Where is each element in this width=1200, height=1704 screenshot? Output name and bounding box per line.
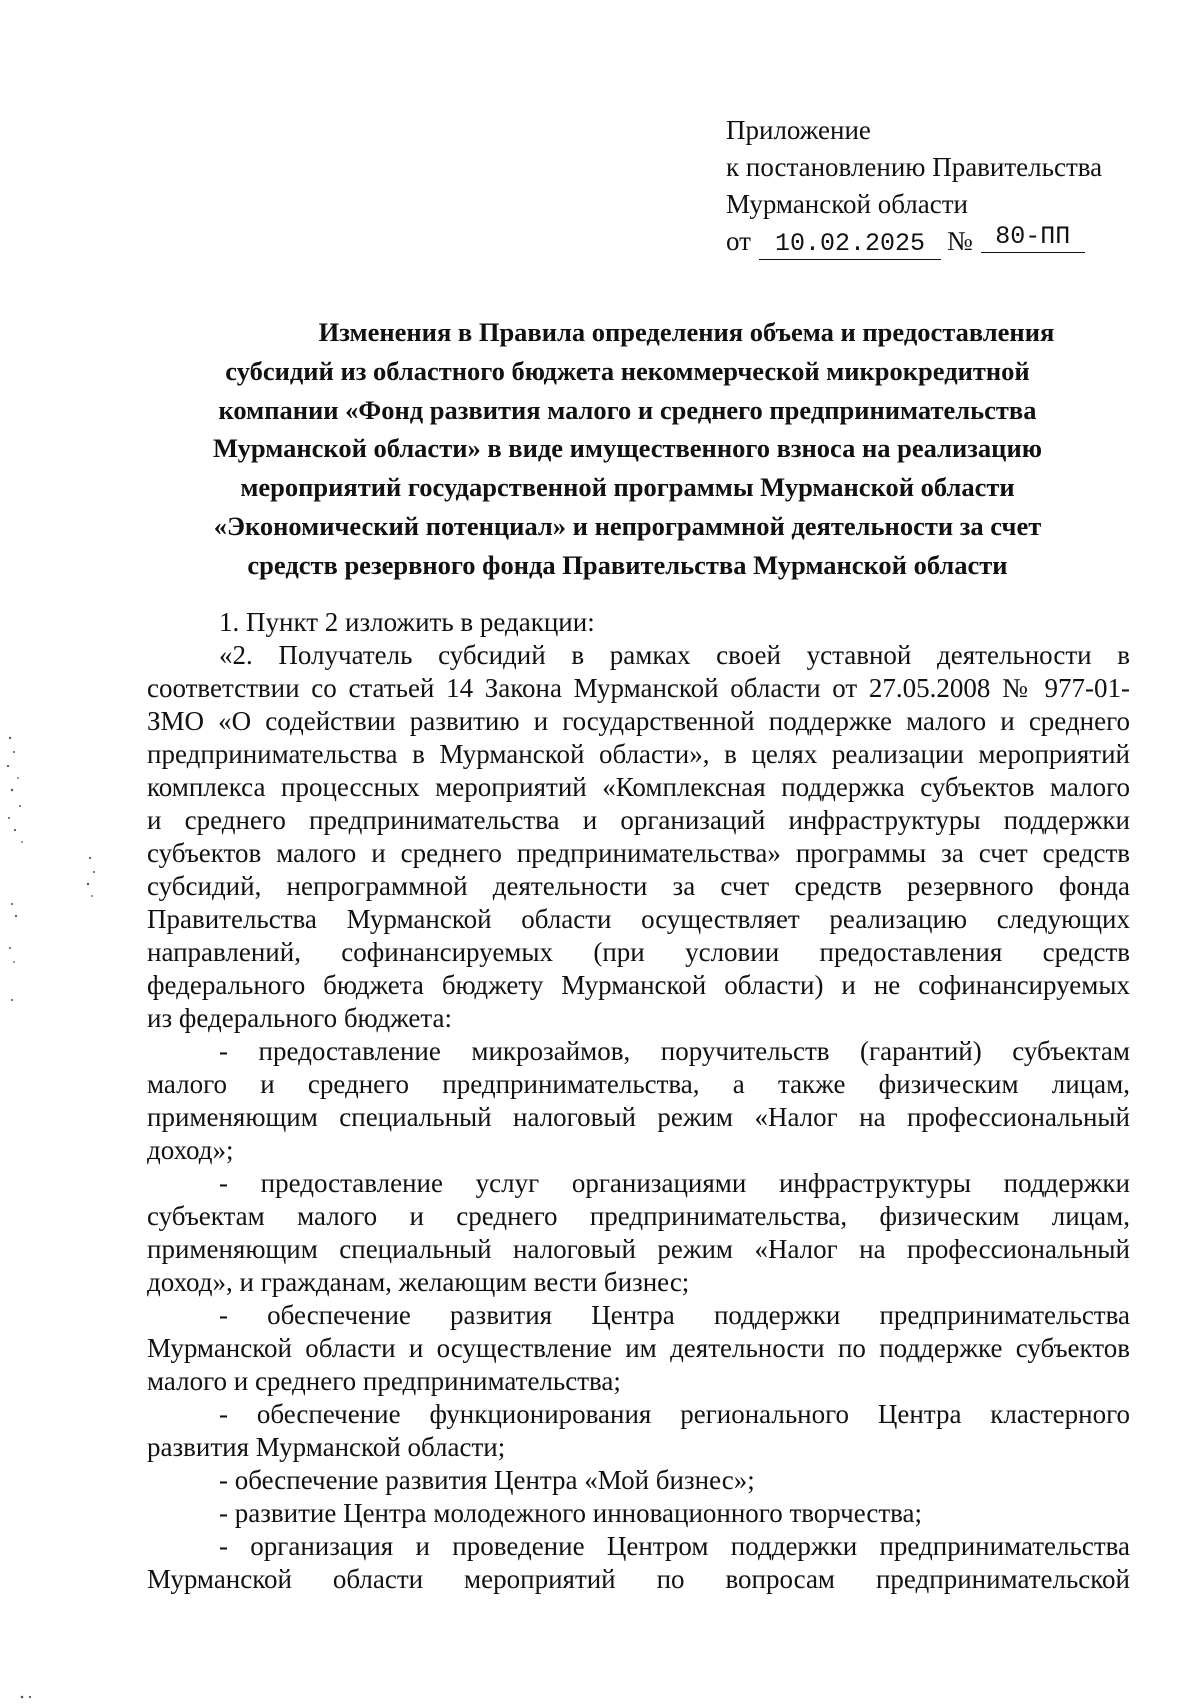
text-line: Правительства Мурманской области осуществляет реализацию следующих	[147, 904, 1130, 934]
amendment-intro: 1. Пункт 2 изложить в редакции:	[219, 607, 595, 637]
number-label: №	[946, 226, 973, 256]
document-title	[160, 313, 1095, 585]
title-line: мероприятий государственной программы Мурманской области	[240, 472, 1015, 503]
list-item-infrastructure-services	[147, 1167, 1130, 1299]
text-line: - предоставление микрозаймов, поручительств (гарантий) субъектам	[219, 1036, 1130, 1066]
text-line: субъектов малого и среднего предпринимательства» программы за счет средств	[147, 838, 1130, 868]
annex-date-number-line	[726, 223, 1102, 260]
text-line: ЗМО «О содействии развитию и государственной поддержке малого и среднего	[147, 706, 1130, 736]
text-line: малого и среднего предпринимательства;	[147, 1366, 621, 1396]
annex-title: Приложение	[726, 115, 871, 145]
text-line: - обеспечение функционирования регионального Центра кластерного	[219, 1399, 1130, 1429]
list-item-cluster-center	[147, 1398, 1130, 1464]
paragraph-2	[147, 639, 1130, 1035]
from-label: от	[726, 226, 751, 256]
text-line: - обеспечение развития Центра поддержки предпринимательства	[219, 1300, 1130, 1330]
annex-region: Мурманской области	[726, 189, 968, 219]
scan-margin-specks	[0, 0, 110, 1704]
text-line: применяющим специальный налоговый режим «Налог на профессиональный	[147, 1234, 1130, 1264]
resolution-date: 10.02.2025	[759, 229, 941, 260]
text-line: применяющим специальный налоговый режим «Налог на профессиональный	[147, 1102, 1130, 1132]
text-line: предпринимательства в Мурманской области», в целях реализации мероприятий	[147, 739, 1130, 769]
text-line: и среднего предпринимательства и организаций инфраструктуры поддержки	[147, 805, 1130, 835]
title-line: «Экономический потенциал» и непрограммной деятельности за счет	[213, 510, 1042, 541]
text-line: - предоставление услуг организациями инфраструктуры поддержки	[219, 1168, 1130, 1198]
annex-resolution-ref: к постановлению Правительства	[726, 152, 1103, 182]
text-line: доход»;	[147, 1135, 234, 1165]
text-line: федерального бюджета бюджету Мурманской области) и не софинансируемых	[147, 970, 1130, 1000]
title-line: Мурманской области» в виде имущественного взноса на реализацию	[213, 433, 1042, 464]
text-line: Мурманской области мероприятий по вопросам предпринимательской	[147, 1564, 1130, 1594]
text-line: - организация и проведение Центром поддержки предпринимательства	[219, 1531, 1130, 1561]
list-item-microloans	[147, 1035, 1130, 1167]
list-item-youth-innovation: - развитие Центра молодежного инновационного творчества;	[219, 1498, 923, 1528]
text-line: Мурманской области и осуществление им деятельности по поддержке субъектов	[147, 1333, 1130, 1363]
text-line: направлений, софинансируемых (при условии предоставления средств	[147, 937, 1130, 967]
text-line: субсидий, непрограммной деятельности за счет средств резервного фонда	[147, 871, 1130, 901]
title-line: средств резервного фонда Правительства Мурманской области	[247, 549, 1008, 580]
list-item-events	[147, 1530, 1130, 1596]
title-line: субсидий из областного бюджета некоммерческой микрокредитной	[225, 355, 1030, 386]
text-line: развития Мурманской области;	[147, 1432, 506, 1462]
text-line: «2. Получатель субсидий в рамках своей уставной деятельности в	[219, 640, 1130, 670]
text-line: малого и среднего предпринимательства, а также физическим лицам,	[147, 1069, 1130, 1099]
text-line: соответствии со статьей 14 Закона Мурманской области от 27.05.2008 № 977-01-	[147, 673, 1130, 703]
resolution-number: 80-ПП	[981, 222, 1085, 253]
annex-header	[726, 112, 1102, 260]
text-line: субъектам малого и среднего предпринимательства, физическим лицам,	[147, 1201, 1130, 1231]
text-line: из федерального бюджета:	[147, 1003, 452, 1033]
text-line: доход», и гражданам, желающим вести бизнес;	[147, 1267, 690, 1297]
document-body	[147, 606, 1130, 1596]
title-line: Изменения в Правила определения объема и предоставления	[318, 317, 1055, 347]
list-item-support-center	[147, 1299, 1130, 1398]
title-line: компании «Фонд развития малого и среднего предпринимательства	[218, 394, 1037, 425]
list-item-my-business: - обеспечение развития Центра «Мой бизнес»;	[219, 1465, 755, 1495]
text-line: комплекса процессных мероприятий «Комплексная поддержка субъектов малого	[147, 772, 1130, 802]
